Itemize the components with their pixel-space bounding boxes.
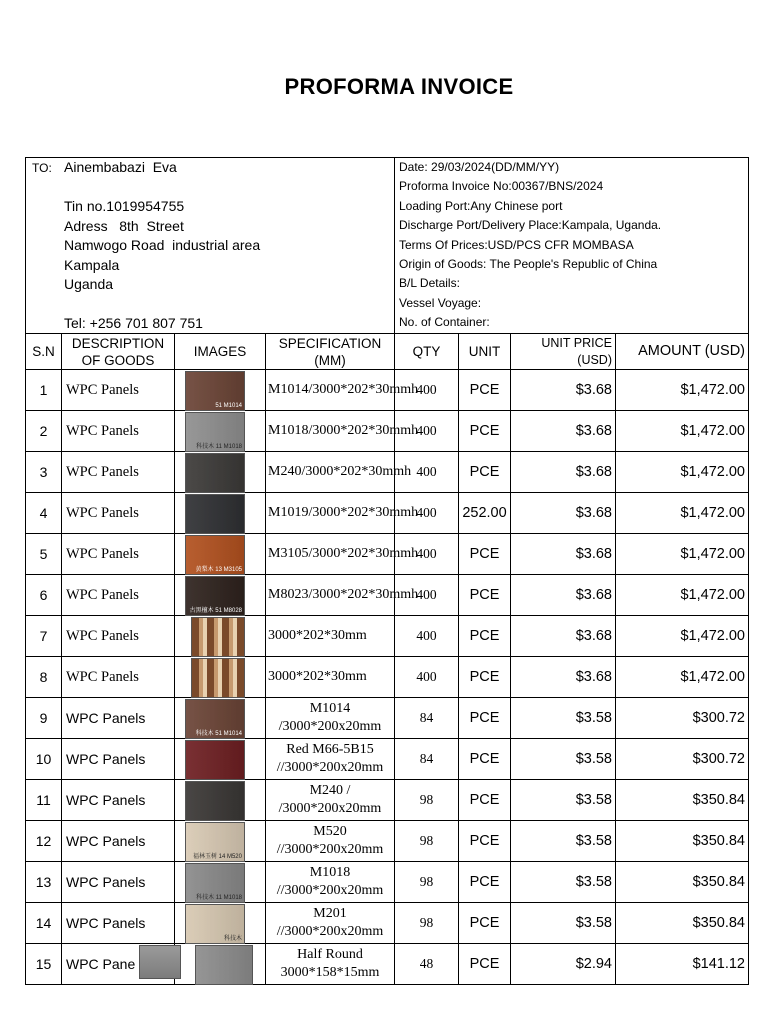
table-row xyxy=(26,575,749,616)
row-unit-price: $3.68 xyxy=(511,657,616,698)
row-sn: 12 xyxy=(26,821,62,862)
col-amount: AMOUNT (USD) xyxy=(616,334,749,370)
row-amount: $350.84 xyxy=(616,780,749,821)
customer-tin: Tin no.1019954755 xyxy=(64,198,185,214)
row-unit-price: $3.68 xyxy=(511,616,616,657)
table-row xyxy=(26,657,749,698)
row-description: WPC Panels xyxy=(62,698,175,739)
row-sn: 15 xyxy=(26,944,62,985)
product-swatch-image xyxy=(191,617,245,657)
swatch-label: 科技木 11 M1018 xyxy=(196,444,242,450)
row-sn: 11 xyxy=(26,780,62,821)
customer-city: Kampala xyxy=(64,256,120,273)
column-header-row xyxy=(26,334,749,370)
product-swatch-image-overlay xyxy=(139,945,181,979)
product-swatch-image xyxy=(185,740,245,780)
row-specification: M201 //3000*200x20mm xyxy=(266,903,395,944)
row-unit-price: $3.68 xyxy=(511,452,616,493)
container-count: No. of Container: xyxy=(399,315,490,330)
row-unit: PCE xyxy=(459,411,511,452)
row-qty: 48 xyxy=(395,944,459,985)
product-swatch-image xyxy=(185,535,245,575)
page-title: PROFORMA INVOICE xyxy=(284,74,514,99)
row-amount: $300.72 xyxy=(616,739,749,780)
col-unit-price: UNIT PRICE (USD) xyxy=(511,334,616,370)
row-amount: $1,472.00 xyxy=(616,575,749,616)
row-qty: 400 xyxy=(395,657,459,698)
row-image xyxy=(175,575,266,616)
table-row xyxy=(26,452,749,493)
row-unit: PCE xyxy=(459,903,511,944)
customer-line-blank-2 xyxy=(64,295,260,315)
row-qty: 84 xyxy=(395,739,459,780)
row-qty: 98 xyxy=(395,821,459,862)
row-unit-price: $3.58 xyxy=(511,821,616,862)
row-image xyxy=(175,452,266,493)
product-swatch-image xyxy=(185,863,245,903)
row-unit: PCE xyxy=(459,698,511,739)
row-unit-price: $3.68 xyxy=(511,534,616,575)
product-swatch-image xyxy=(185,781,245,821)
row-unit: PCE xyxy=(459,821,511,862)
col-sn: S.N xyxy=(26,334,62,370)
row-sn: 6 xyxy=(26,575,62,616)
row-specification: M240/3000*202*30mmh xyxy=(266,452,395,493)
row-image xyxy=(175,944,266,985)
swatch-label: 科技木 xyxy=(223,936,242,942)
col-unit: UNIT xyxy=(459,334,511,370)
row-specification: M1018 //3000*200x20mm xyxy=(266,862,395,903)
bl-details: B/L Details: xyxy=(399,276,460,291)
row-amount: $350.84 xyxy=(616,903,749,944)
row-unit: 252.00 xyxy=(459,493,511,534)
row-image xyxy=(175,739,266,780)
swatch-label: 51 M1014 xyxy=(215,403,242,409)
row-specification: M1014 /3000*200x20mm xyxy=(266,698,395,739)
invoice-number: Proforma Invoice No:00367/BNS/2024 xyxy=(399,179,604,194)
table-row xyxy=(26,780,749,821)
row-specification: M520 //3000*200x20mm xyxy=(266,821,395,862)
swatch-label: 福林玉树 14 M520 xyxy=(192,854,242,860)
row-description: WPC Panels xyxy=(62,370,175,411)
row-unit: PCE xyxy=(459,452,511,493)
product-swatch-image xyxy=(185,822,245,862)
table-row xyxy=(26,411,749,452)
vessel-voyage: Vessel Voyage: xyxy=(399,295,482,310)
row-amount: $300.72 xyxy=(616,698,749,739)
row-qty: 400 xyxy=(395,534,459,575)
col-specification: SPECIFICATION (MM) xyxy=(266,334,395,370)
customer-line-blank xyxy=(64,178,260,198)
table-row xyxy=(26,821,749,862)
row-qty: 98 xyxy=(395,862,459,903)
row-unit-price: $3.58 xyxy=(511,780,616,821)
to-label: TO: xyxy=(32,161,52,175)
row-description: WPC Panels xyxy=(62,739,175,780)
row-specification: 3000*202*30mm xyxy=(266,657,395,698)
swatch-label: 科技木 51 M1014 xyxy=(195,731,242,737)
table-row xyxy=(26,534,749,575)
price-terms: Terms Of Prices:USD/PCS CFR MOMBASA xyxy=(399,237,634,252)
row-unit: PCE xyxy=(459,616,511,657)
invoice-details xyxy=(395,158,749,334)
row-qty: 98 xyxy=(395,903,459,944)
row-unit: PCE xyxy=(459,370,511,411)
row-description: WPC Panels xyxy=(62,903,175,944)
row-image xyxy=(175,903,266,944)
row-sn: 14 xyxy=(26,903,62,944)
invoice-date: Date: 29/03/2024(DD/MM/YY) xyxy=(399,160,560,174)
row-image xyxy=(175,780,266,821)
customer-country: Uganda xyxy=(64,276,114,292)
row-unit-price: $3.58 xyxy=(511,862,616,903)
row-image xyxy=(175,616,266,657)
table-row xyxy=(26,862,749,903)
table-row xyxy=(26,739,749,780)
col-images: IMAGES xyxy=(175,334,266,370)
row-sn: 3 xyxy=(26,452,62,493)
row-description: WPC Panels xyxy=(62,821,175,862)
invoice-header-row xyxy=(26,158,749,334)
row-specification: M3105/3000*202*30mmh xyxy=(266,534,395,575)
product-swatch-image xyxy=(185,904,245,944)
row-sn: 7 xyxy=(26,616,62,657)
product-swatch-image xyxy=(185,453,245,493)
row-specification: 3000*202*30mm xyxy=(266,616,395,657)
row-unit: PCE xyxy=(459,657,511,698)
row-qty: 400 xyxy=(395,493,459,534)
row-description: WPC Panels xyxy=(62,616,175,657)
row-qty: 98 xyxy=(395,780,459,821)
row-amount: $1,472.00 xyxy=(616,452,749,493)
row-amount: $141.12 xyxy=(616,944,749,985)
row-description: WPC Panels xyxy=(62,411,175,452)
row-amount: $1,472.00 xyxy=(616,534,749,575)
customer-address-line: Adress 8th Street xyxy=(64,217,184,234)
row-sn: 8 xyxy=(26,657,62,698)
row-description: WPC Panels xyxy=(62,780,175,821)
row-image xyxy=(175,493,266,534)
row-sn: 4 xyxy=(26,493,62,534)
table-row xyxy=(26,493,749,534)
row-description: WPC Pane xyxy=(62,944,175,985)
row-description: WPC Panels xyxy=(62,452,175,493)
row-unit-price: $3.68 xyxy=(511,370,616,411)
row-sn: 9 xyxy=(26,698,62,739)
swatch-label: 黄梨木 13 M3105 xyxy=(195,567,242,573)
invoice-table xyxy=(25,157,749,985)
row-image xyxy=(175,370,266,411)
row-sn: 2 xyxy=(26,411,62,452)
row-amount: $1,472.00 xyxy=(616,411,749,452)
product-swatch-image xyxy=(185,412,245,452)
row-sn: 10 xyxy=(26,739,62,780)
row-image xyxy=(175,821,266,862)
row-qty: 400 xyxy=(395,411,459,452)
product-swatch-image xyxy=(185,371,245,411)
row-image xyxy=(175,534,266,575)
row-qty: 400 xyxy=(395,370,459,411)
customer-road: Namwogo Road industrial area xyxy=(64,237,261,253)
table-row xyxy=(26,698,749,739)
row-amount: $1,472.00 xyxy=(616,370,749,411)
row-image xyxy=(175,657,266,698)
row-specification: M1018/3000*202*30mmh xyxy=(266,411,395,452)
origin-of-goods: Origin of Goods: The People's Republic of China xyxy=(399,256,658,271)
row-unit-price: $3.58 xyxy=(511,698,616,739)
row-image xyxy=(175,698,266,739)
row-unit: PCE xyxy=(459,862,511,903)
swatch-label: 科技木 11 M1018 xyxy=(196,895,242,901)
row-specification: M1019/3000*202*30mmh xyxy=(266,493,395,534)
product-swatch-image xyxy=(191,658,245,698)
row-qty: 400 xyxy=(395,575,459,616)
row-sn: 5 xyxy=(26,534,62,575)
row-amount: $350.84 xyxy=(616,862,749,903)
row-qty: 400 xyxy=(395,452,459,493)
row-unit: PCE xyxy=(459,575,511,616)
row-unit: PCE xyxy=(459,534,511,575)
row-unit: PCE xyxy=(459,944,511,985)
row-image xyxy=(175,862,266,903)
table-row xyxy=(26,370,749,411)
row-unit-price: $3.68 xyxy=(511,411,616,452)
discharge-port: Discharge Port/Delivery Place:Kampala, Uganda. xyxy=(399,218,662,233)
row-image xyxy=(175,411,266,452)
product-swatch-image xyxy=(185,576,245,616)
swatch-label: 古黑檀木 51 M8028 xyxy=(189,608,242,614)
row-description: WPC Panels xyxy=(62,534,175,575)
customer-name: Ainembabazi Eva xyxy=(64,159,177,175)
row-unit-price: $3.68 xyxy=(511,493,616,534)
row-specification: Half Round 3000*158*15mm xyxy=(266,944,395,985)
row-amount: $1,472.00 xyxy=(616,616,749,657)
row-unit-price: $3.58 xyxy=(511,739,616,780)
loading-port: Loading Port:Any Chinese port xyxy=(399,198,563,213)
row-specification: M1014/3000*202*30mmh xyxy=(266,370,395,411)
row-amount: $350.84 xyxy=(616,821,749,862)
row-specification: Red M66-5B15 //3000*200x20mm xyxy=(266,739,395,780)
row-sn: 13 xyxy=(26,862,62,903)
row-unit: PCE xyxy=(459,739,511,780)
product-swatch-image xyxy=(185,494,245,534)
row-specification: M8023/3000*202*30mmh xyxy=(266,575,395,616)
table-row xyxy=(26,944,749,985)
table-row xyxy=(26,903,749,944)
col-description: DESCRIPTION OF GOODS xyxy=(62,334,175,370)
col-qty: QTY xyxy=(395,334,459,370)
customer-block xyxy=(26,158,395,334)
row-unit: PCE xyxy=(459,780,511,821)
product-swatch-image xyxy=(195,945,253,985)
row-specification: M240 / /3000*200x20mm xyxy=(266,780,395,821)
row-unit-price: $3.68 xyxy=(511,575,616,616)
row-unit-price: $3.58 xyxy=(511,903,616,944)
table-row xyxy=(26,616,749,657)
item-rows xyxy=(26,370,749,985)
row-amount: $1,472.00 xyxy=(616,657,749,698)
row-description: WPC Panels xyxy=(62,657,175,698)
row-amount: $1,472.00 xyxy=(616,493,749,534)
row-unit-price: $2.94 xyxy=(511,944,616,985)
row-description: WPC Panels xyxy=(62,575,175,616)
row-qty: 400 xyxy=(395,616,459,657)
customer-phone: Tel: +256 701 807 751 xyxy=(64,315,203,331)
row-sn: 1 xyxy=(26,370,62,411)
customer-address xyxy=(64,158,260,334)
row-qty: 84 xyxy=(395,698,459,739)
row-description: WPC Panels xyxy=(62,862,175,903)
row-description: WPC Panels xyxy=(62,493,175,534)
product-swatch-image xyxy=(185,699,245,739)
